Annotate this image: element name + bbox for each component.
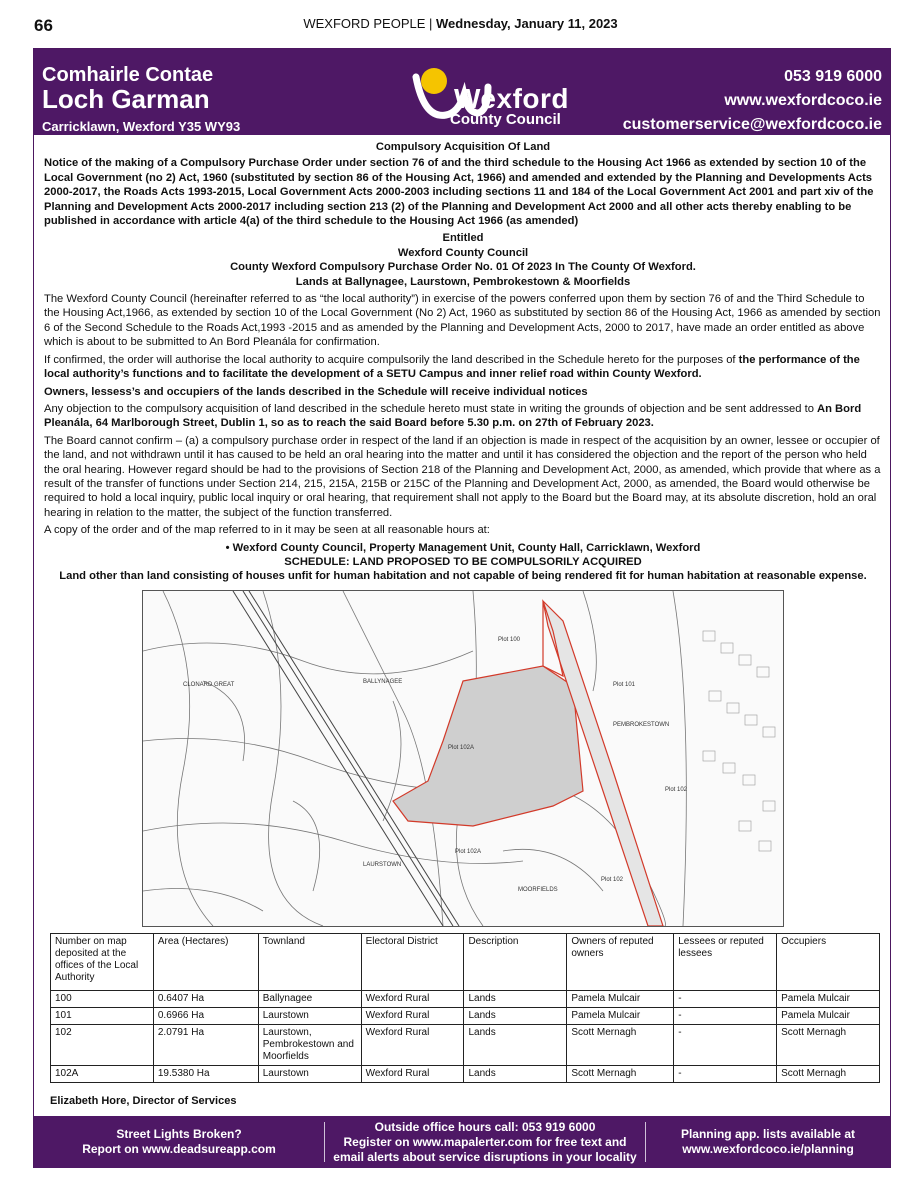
paragraph-powers: The Wexford County Council (hereinafter referred to as “the local authority”) in exercise of the powers conferred upon them by section 76 of and the Third Schedule to the Housing Act,1966, as extended by section 10 of the Local Government (No 2) Act, 1960 as substituted by section 86 of the Housing Act, 1966 as amended by section 6 of the Second Schedule to the Roads Act,1993 -2015 and as amended by the Planning and Development Acts, 2000 to 2017, have made an order entitled as above which is about to be submitted to An Bord Pleanála for confirmation. bbox=[44, 293, 881, 349]
logo-subtitle: County Council bbox=[450, 111, 561, 128]
cell-description: Lands bbox=[464, 1008, 567, 1025]
map-label-moorfields: MOORFIELDS bbox=[518, 887, 558, 893]
issue-date: Wednesday, January 11, 2023 bbox=[436, 16, 618, 31]
map-label-plot-102a: Plot 102A bbox=[448, 745, 475, 751]
col-header-electoral-district: Electoral District bbox=[361, 934, 464, 991]
cell-lessees: - bbox=[674, 1008, 777, 1025]
email-link[interactable]: customerservice@wexfordcoco.ie bbox=[622, 116, 882, 133]
map-label-plot-102: Plot 102 bbox=[665, 787, 688, 793]
purpose-text: If confirmed, the order will authorise the local authority to acquire compulsorily the land described in the Schedule hereto for the purposes of bbox=[44, 353, 739, 366]
phone-number: 053 919 6000 bbox=[784, 68, 882, 85]
table-header-row bbox=[51, 934, 880, 991]
cell-area: 0.6407 Ha bbox=[153, 991, 258, 1008]
map-label-plot-102-south: Plot 102 bbox=[601, 877, 624, 883]
footer-out-of-hours bbox=[325, 1116, 645, 1168]
schedule-title: SCHEDULE: LAND PROPOSED TO BE COMPULSORILY ACQUIRED bbox=[284, 555, 642, 568]
cell-owners: Scott Mernagh bbox=[567, 1066, 674, 1083]
entitled-label: Entitled bbox=[442, 232, 484, 245]
purpose-bold: the performance of the local authority’s functions and to facilitate the development of a SETU Campus and inner relief road within County Wexford. bbox=[44, 353, 860, 381]
cell-area: 19.5380 Ha bbox=[153, 1066, 258, 1083]
site-map-drawing bbox=[143, 591, 783, 926]
map-label-laurstown: LAURSTOWN bbox=[363, 862, 402, 868]
col-header-map-number: Number on map deposited at the offices of the Local Authority bbox=[51, 934, 154, 991]
cell-electoral-district: Wexford Rural bbox=[361, 991, 464, 1008]
irish-name-line2: Loch Garman bbox=[42, 84, 210, 114]
irish-name-line1: Comhairle Contae bbox=[42, 64, 214, 86]
site-map bbox=[142, 590, 784, 927]
footer-mid-line1: Outside office hours call: 053 919 6000 bbox=[374, 1119, 596, 1134]
paragraph-board: The Board cannot confirm – (a) a compulsory purchase order in respect of the land if an objection is made in respect of the acquisition by an owner, lessee or occupier of the land, and not withdrawn until it has caused to be held an oral hearing into the matter and until it has considered the objection and the report of the person who held the oral hearing. However regard should be had to the provisions of Section 218 of the Planning and Development Act, 2000, as amended, which provide that where as a result of the transfer of functions under Section 214, 215, 215A, 215B or 215C of the Planning and Development Act, 2000, as amended, the Board would otherwise be required to hold a local inquiry, public local inquiry or oral hearing, that requirement shall not apply to the Board but the Board may, at its absolute discretion, hold an oral hearing in relation to the matter, the subject of the function transferred. bbox=[44, 434, 881, 519]
cell-map-number: 100 bbox=[51, 991, 154, 1008]
cell-occupiers: Scott Mernagh bbox=[777, 1025, 880, 1066]
cell-electoral-district: Wexford Rural bbox=[361, 1025, 464, 1066]
paper-name: WEXFORD PEOPLE bbox=[303, 16, 426, 31]
cell-electoral-district: Wexford Rural bbox=[361, 1008, 464, 1025]
notice-title: Compulsory Acquisition Of Land bbox=[375, 141, 551, 153]
cell-townland: Ballynagee bbox=[258, 991, 361, 1008]
map-label-pembrokestown: PEMBROKESTOWN bbox=[613, 722, 670, 728]
map-label-plot-101: Plot 101 bbox=[613, 682, 636, 688]
col-header-townland: Townland bbox=[258, 934, 361, 991]
paragraph-copy: A copy of the order and of the map referred to in it may be seen at all reasonable hours at: bbox=[44, 524, 490, 537]
page-number: 66 bbox=[34, 16, 53, 35]
footer-streetlights bbox=[34, 1116, 324, 1168]
signature-line: Elizabeth Hore, Director of Services bbox=[50, 1095, 237, 1107]
footer-right-line2[interactable]: www.wexfordcoco.ie/planning bbox=[682, 1142, 854, 1156]
cell-townland: Laurstown, Pembrokestown and Moorfields bbox=[258, 1025, 361, 1066]
contact-block bbox=[623, 65, 882, 137]
col-header-lessees: Lessees or reputed lessees bbox=[674, 934, 777, 991]
map-label-clonard: CLONARD GREAT bbox=[183, 682, 235, 688]
footer-planning bbox=[646, 1116, 890, 1168]
schedule-table bbox=[50, 933, 880, 1083]
cell-occupiers: Scott Mernagh bbox=[777, 1066, 880, 1083]
table-row bbox=[51, 1008, 880, 1025]
objection-bold: An Bord Pleanála, 64 Marlborough Street, Dublin 1, so as to reach the said Board before 5.30 p.m. on 27th of February 2023. bbox=[44, 402, 862, 430]
map-label-plot-102a-south: Plot 102A bbox=[455, 849, 482, 855]
cell-lessees: - bbox=[674, 1025, 777, 1066]
schedule-subtitle: Land other than land consisting of houses unfit for human habitation and not capable of being rendered fit for human habitation at reasonable expense. bbox=[59, 570, 867, 583]
cell-townland: Laurstown bbox=[258, 1066, 361, 1083]
paper-masthead: WEXFORD PEOPLE | Wednesday, January 11, 2023 bbox=[303, 16, 618, 31]
cell-townland: Laurstown bbox=[258, 1008, 361, 1025]
map-label-ballynagee: BALLYNAGEE bbox=[363, 679, 403, 685]
cell-map-number: 101 bbox=[51, 1008, 154, 1025]
council-name: Wexford County Council bbox=[397, 246, 529, 259]
cell-map-number: 102A bbox=[51, 1066, 154, 1083]
footer-banner bbox=[34, 1116, 890, 1168]
cell-owners: Scott Mernagh bbox=[567, 1025, 674, 1066]
cell-description: Lands bbox=[464, 991, 567, 1008]
cell-owners: Pamela Mulcair bbox=[567, 991, 674, 1008]
footer-left-line1: Street Lights Broken? bbox=[116, 1127, 242, 1141]
newspaper-header bbox=[0, 0, 921, 50]
cell-description: Lands bbox=[464, 1025, 567, 1066]
cell-electoral-district: Wexford Rural bbox=[361, 1066, 464, 1083]
cell-lessees: - bbox=[674, 1066, 777, 1083]
cell-description: Lands bbox=[464, 1066, 567, 1083]
cell-map-number: 102 bbox=[51, 1025, 154, 1066]
col-header-description: Description bbox=[464, 934, 567, 991]
owners-notice: Owners, lessess’s and occupiers of the lands described in the Schedule will receive individual notices bbox=[44, 385, 588, 398]
paragraph-purpose bbox=[44, 353, 882, 382]
website-link[interactable]: www.wexfordcoco.ie bbox=[724, 92, 882, 109]
irish-name-block bbox=[42, 65, 240, 134]
table-row bbox=[51, 1025, 880, 1066]
cell-occupiers: Pamela Mulcair bbox=[777, 991, 880, 1008]
paragraph-objection bbox=[44, 402, 882, 431]
logo-wordmark: Wexford bbox=[454, 83, 569, 114]
notice-body bbox=[44, 140, 882, 587]
cell-lessees: - bbox=[674, 991, 777, 1008]
objection-text: Any objection to the compulsory acquisition of land described in the schedule hereto must state in writing the grounds of objection and be sent addressed to bbox=[44, 402, 818, 415]
lands-title: Lands at Ballynagee, Laurstown, Pembrokestown & Moorfields bbox=[295, 275, 631, 288]
table-row bbox=[51, 1066, 880, 1083]
council-banner bbox=[34, 49, 890, 135]
map-label-plot-100: Plot 100 bbox=[498, 637, 521, 643]
notice-intro: Notice of the making of a Compulsory Purchase Order under section 76 of and the third schedule to the Housing Act 1966 as extended by section 10 of the Local Government (no 2) Act, 1960 (substituted by section 86 of the Housing Act, 1966) and amended and extended by the Planning and Developments Acts 2000-2017, the Roads Acts 1993-2015, Local Government Acts 2000-2003 including sections 11 and 184 of the Local Government Act 2001 and part xiv of the Planning and Development Acts 2000-2017 including section 213 (2) of the Planning and Development Act 2000 and all other acts thereby enabling to be published in accordance with article 4(a) of the third schedule to the Housing Act 1966 (as amended) bbox=[44, 157, 874, 228]
footer-mid-line2[interactable]: Register on www.mapalerter.com for free text and bbox=[343, 1134, 627, 1149]
table-row bbox=[51, 991, 880, 1008]
footer-left-line2[interactable]: Report on www.deadsureapp.com bbox=[82, 1142, 276, 1156]
cell-owners: Pamela Mulcair bbox=[567, 1008, 674, 1025]
footer-right-line1: Planning app. lists available at bbox=[680, 1127, 856, 1141]
cell-occupiers: Pamela Mulcair bbox=[777, 1008, 880, 1025]
inspection-location: • Wexford County Council, Property Management Unit, County Hall, Carricklawn, Wexford bbox=[225, 541, 701, 554]
col-header-occupiers: Occupiers bbox=[777, 934, 880, 991]
order-title: County Wexford Compulsory Purchase Order No. 01 Of 2023 In The County Of Wexford. bbox=[230, 261, 696, 274]
col-header-area: Area (Hectares) bbox=[153, 934, 258, 991]
cell-area: 0.6966 Ha bbox=[153, 1008, 258, 1025]
cell-area: 2.0791 Ha bbox=[153, 1025, 258, 1066]
col-header-owners: Owners of reputed owners bbox=[567, 934, 674, 991]
footer-mid-line3: email alerts about service disruptions in your locality bbox=[333, 1149, 637, 1164]
council-address: Carricklawn, Wexford Y35 WY93 bbox=[42, 119, 241, 134]
plot-102a-shape bbox=[393, 666, 583, 826]
